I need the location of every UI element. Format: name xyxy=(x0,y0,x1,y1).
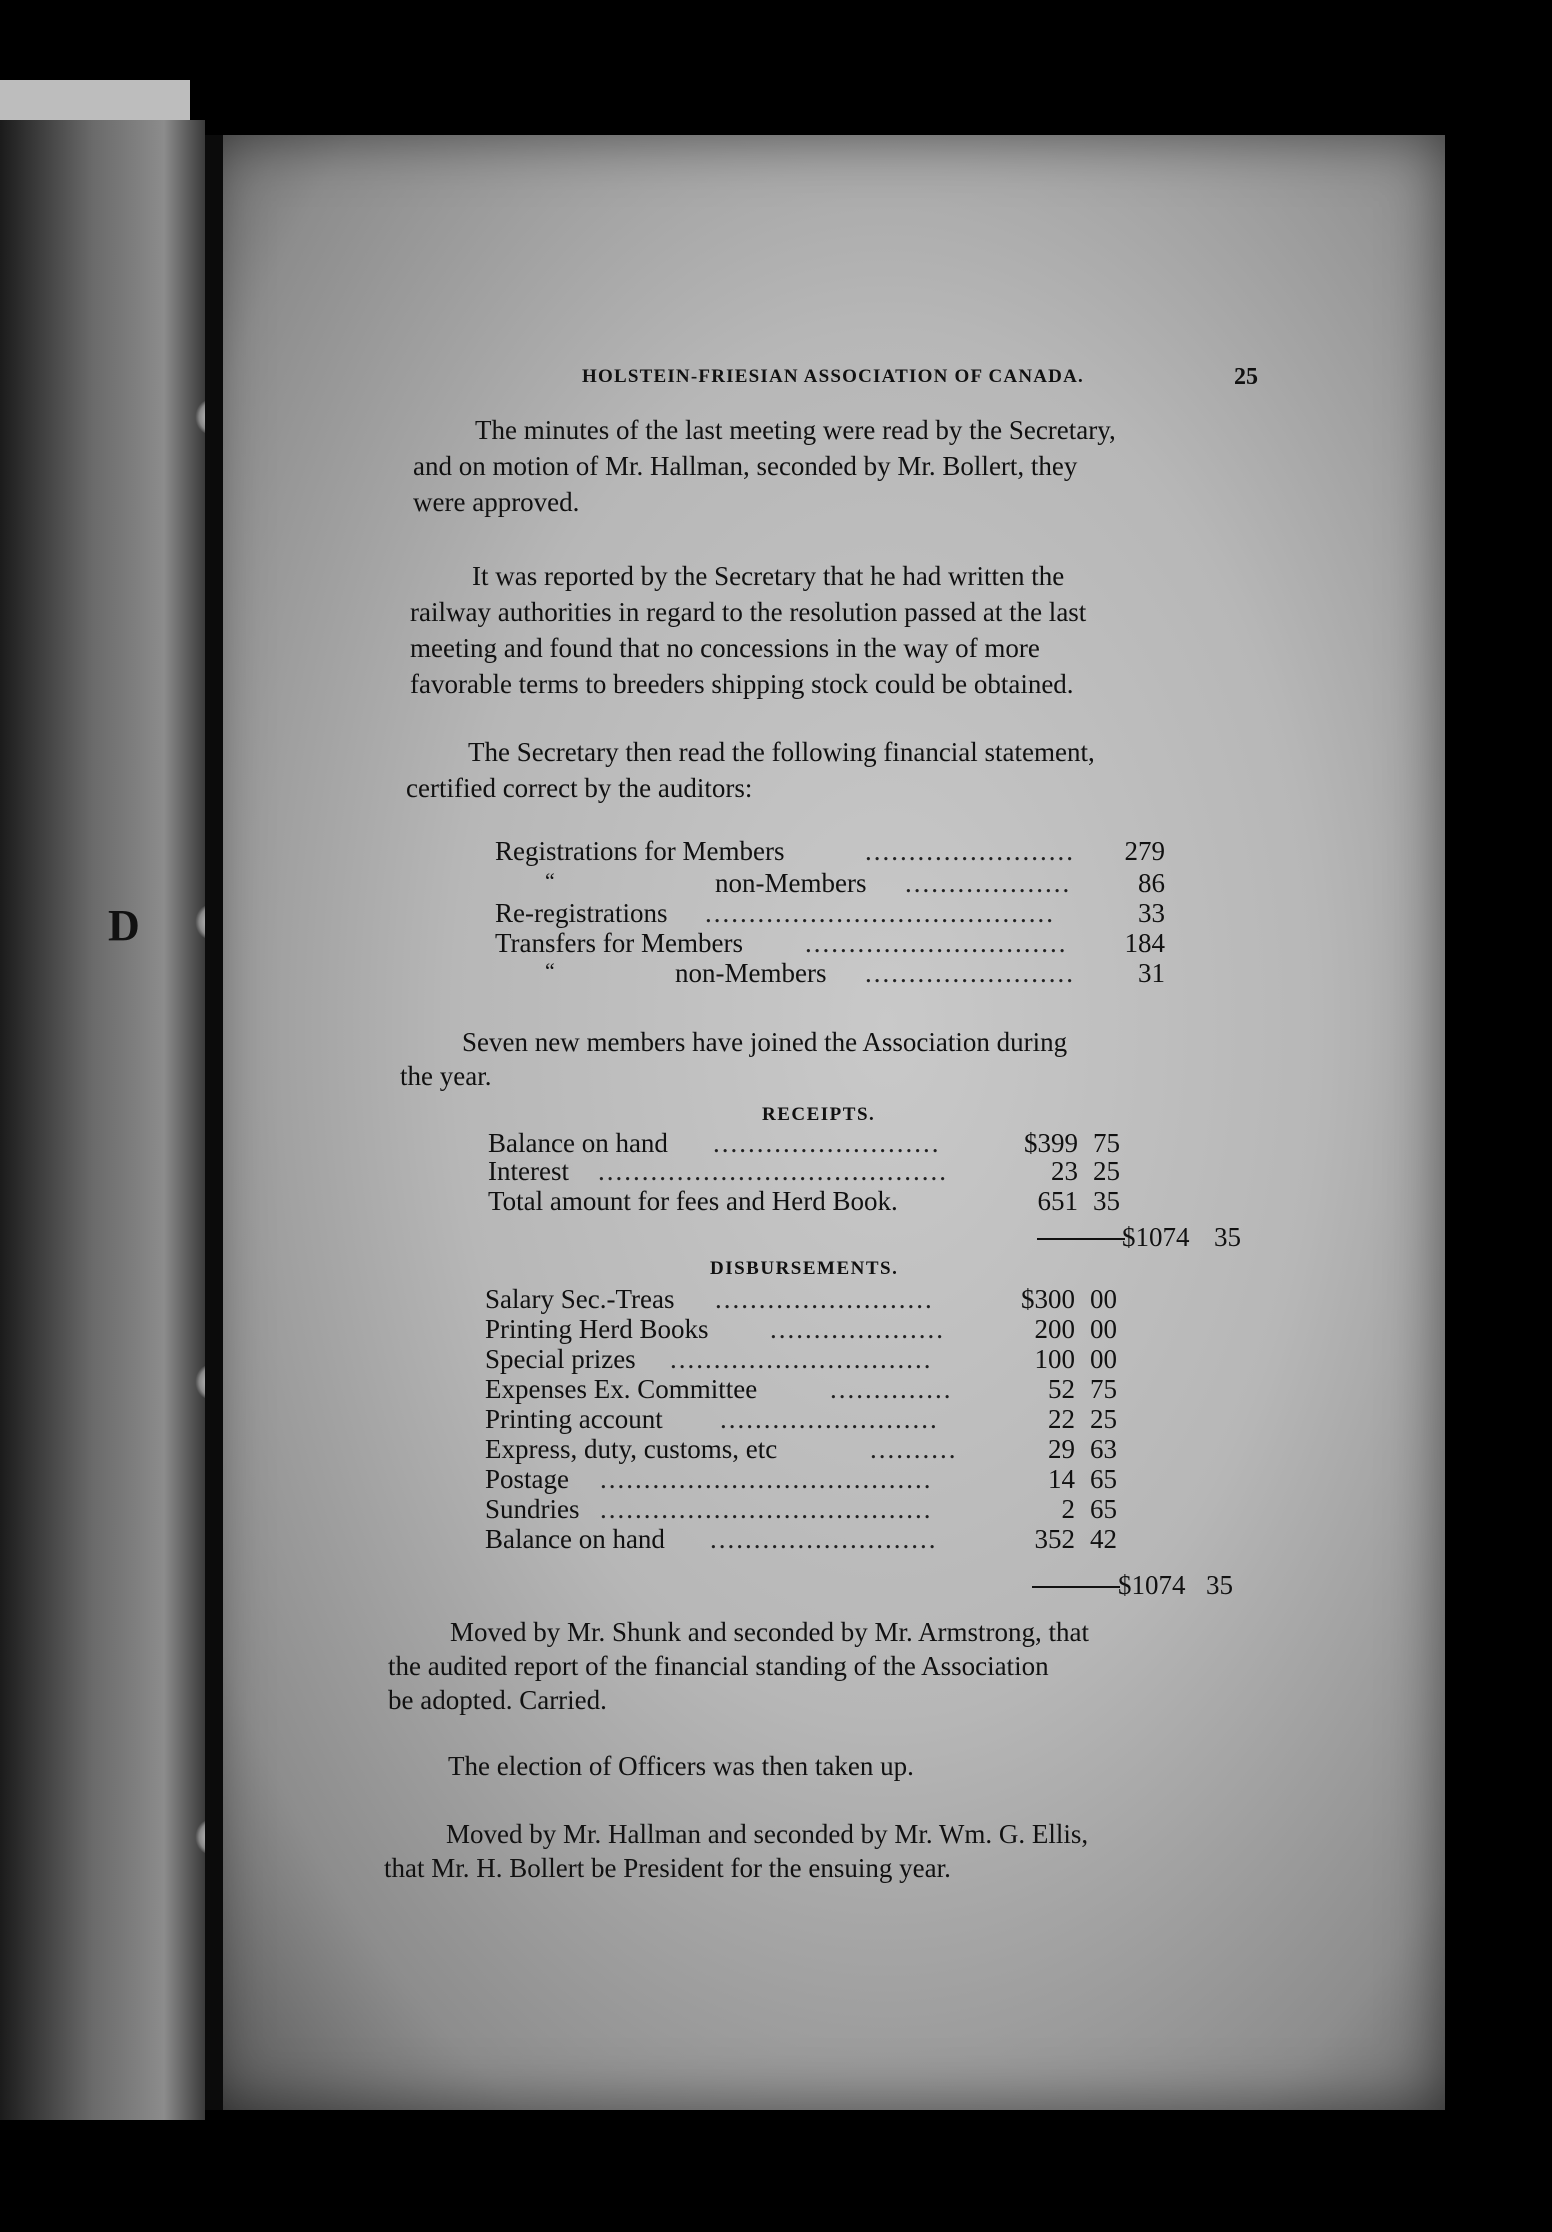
row-label: Printing account xyxy=(485,1404,663,1434)
row-label: Salary Sec.-Treas xyxy=(485,1284,675,1314)
amount-cents: 63 xyxy=(1090,1434,1117,1464)
amount-dollars: 2 xyxy=(1061,1494,1075,1524)
amount-cents: 25 xyxy=(1093,1156,1120,1186)
text-line: the year. xyxy=(400,1061,492,1091)
leader-dots: ......................... xyxy=(720,1404,939,1434)
disbursements-total-dollars: $1074 xyxy=(1118,1570,1186,1600)
text-line: meeting and found that no concessions in the way of more xyxy=(410,633,1040,663)
row-label: Re-registrations xyxy=(495,898,668,928)
table-row xyxy=(485,1524,1125,1554)
amount-cents: 35 xyxy=(1093,1186,1120,1216)
leader-dots: ........................ xyxy=(865,836,1075,866)
text-line: were approved. xyxy=(413,487,580,517)
text-line: that Mr. H. Bollert be President for the ensuing year. xyxy=(384,1853,951,1883)
text-line: The election of Officers was then taken up. xyxy=(448,1751,914,1781)
amount-dollars: 352 xyxy=(1034,1524,1075,1554)
amount-cents: 00 xyxy=(1090,1284,1117,1314)
text-line: Moved by Mr. Shunk and seconded by Mr. Armstrong, that xyxy=(450,1617,1089,1647)
amount-dollars: 200 xyxy=(1034,1314,1075,1344)
row-label: Postage xyxy=(485,1464,569,1494)
table-row xyxy=(485,1464,1125,1494)
table-row xyxy=(488,1156,1128,1186)
amount-dollars: 651 xyxy=(1037,1186,1078,1216)
left-page-flap xyxy=(0,80,190,125)
leader-dots: .......................... xyxy=(710,1524,938,1554)
receipts-total-dollars: $1074 xyxy=(1122,1222,1190,1252)
leader-dots: ...................................... xyxy=(600,1464,933,1494)
receipts-total-cents: 35 xyxy=(1214,1222,1241,1252)
ditto-mark: “ xyxy=(545,958,555,983)
amount-dollars: $300 xyxy=(1021,1284,1075,1314)
leader-dots: .................... xyxy=(770,1314,945,1344)
table-row xyxy=(485,1314,1125,1344)
row-value: 33 xyxy=(1138,898,1165,928)
row-label: Transfers for Members xyxy=(495,928,743,958)
table-row xyxy=(485,1284,1125,1314)
leader-dots: .............. xyxy=(830,1374,953,1404)
row-label: Total amount for fees and Herd Book. xyxy=(488,1186,898,1216)
table-row xyxy=(495,836,1165,866)
row-label: Express, duty, customs, etc xyxy=(485,1434,778,1464)
text-line: favorable terms to breeders shipping stock could be obtained. xyxy=(410,669,1074,699)
table-row xyxy=(485,1374,1125,1404)
table-row xyxy=(488,1128,1128,1158)
amount-cents: 65 xyxy=(1090,1494,1117,1524)
row-label: Expenses Ex. Committee xyxy=(485,1374,758,1404)
table-row xyxy=(485,1404,1125,1434)
amount-cents: 00 xyxy=(1090,1344,1117,1374)
amount-dollars: 23 xyxy=(1051,1156,1078,1186)
table-row xyxy=(495,898,1165,928)
sum-rule xyxy=(1037,1238,1125,1240)
amount-cents: 25 xyxy=(1090,1404,1117,1434)
row-value: 86 xyxy=(1138,868,1165,898)
disbursements-total-cents: 35 xyxy=(1206,1570,1233,1600)
text-line: railway authorities in regard to the resolution passed at the last xyxy=(410,597,1087,627)
text-line: Seven new members have joined the Association during xyxy=(462,1027,1068,1057)
table-row xyxy=(495,958,1165,988)
leader-dots: ........................................ xyxy=(598,1156,948,1186)
row-label: non-Members xyxy=(715,868,867,898)
left-facing-page xyxy=(0,120,205,2120)
page-number: 25 xyxy=(1234,364,1258,390)
leader-dots: .......... xyxy=(870,1434,958,1464)
text-line: The Secretary then read the following financial statement, xyxy=(468,737,1095,767)
leader-dots: ...................................... xyxy=(600,1494,933,1524)
text-line: be adopted. Carried. xyxy=(388,1685,607,1715)
table-row xyxy=(485,1494,1125,1524)
table-row xyxy=(485,1344,1125,1374)
amount-dollars: 52 xyxy=(1048,1374,1075,1404)
amount-cents: 75 xyxy=(1090,1374,1117,1404)
row-label: Balance on hand xyxy=(485,1524,665,1554)
leader-dots: ................... xyxy=(905,868,1072,898)
ditto-mark: “ xyxy=(545,868,555,893)
text-line: certified correct by the auditors: xyxy=(406,773,753,803)
row-value: 279 xyxy=(1124,836,1165,866)
leader-dots: .............................. xyxy=(670,1344,933,1374)
text-line: the audited report of the financial standing of the Association xyxy=(388,1651,1049,1681)
text-line: The minutes of the last meeting were read by the Secretary, xyxy=(475,415,1116,445)
table-row xyxy=(495,868,1165,898)
leader-dots: ......................... xyxy=(715,1284,934,1314)
text-line: Moved by Mr. Hallman and seconded by Mr. Wm. G. Ellis, xyxy=(446,1819,1089,1849)
row-label: Sundries xyxy=(485,1494,580,1524)
amount-dollars: 14 xyxy=(1048,1464,1075,1494)
amount-dollars: 29 xyxy=(1048,1434,1075,1464)
amount-dollars: 22 xyxy=(1048,1404,1075,1434)
row-label: Special prizes xyxy=(485,1344,636,1374)
amount-cents: 65 xyxy=(1090,1464,1117,1494)
row-label: non-Members xyxy=(675,958,827,988)
amount-cents: 00 xyxy=(1090,1314,1117,1344)
sum-rule xyxy=(1032,1586,1120,1588)
disbursements-heading: DISBURSEMENTS. xyxy=(710,1258,899,1279)
leader-dots: ........................................ xyxy=(705,898,1055,928)
page-gutter xyxy=(205,135,223,2110)
amount-cents: 75 xyxy=(1093,1128,1120,1158)
row-value: 184 xyxy=(1124,928,1165,958)
amount-dollars: $399 xyxy=(1024,1128,1078,1158)
table-row xyxy=(495,928,1165,958)
table-row xyxy=(485,1434,1125,1464)
row-label: Printing Herd Books xyxy=(485,1314,709,1344)
row-value: 31 xyxy=(1138,958,1165,988)
leader-dots: .............................. xyxy=(805,928,1068,958)
text-line: It was reported by the Secretary that he had written the xyxy=(472,561,1065,591)
receipts-heading: RECEIPTS. xyxy=(762,1104,876,1125)
running-title: HOLSTEIN-FRIESIAN ASSOCIATION OF CANADA. xyxy=(582,366,1084,387)
row-label: Interest xyxy=(488,1156,569,1186)
leader-dots: ........................ xyxy=(865,958,1075,988)
amount-cents: 42 xyxy=(1090,1524,1117,1554)
row-label: Registrations for Members xyxy=(495,836,785,866)
table-row xyxy=(488,1186,1128,1216)
margin-letter-mark: D xyxy=(108,901,140,950)
amount-dollars: 100 xyxy=(1034,1344,1075,1374)
text-line: and on motion of Mr. Hallman, seconded by Mr. Bollert, they xyxy=(413,451,1078,481)
leader-dots: .......................... xyxy=(713,1128,941,1158)
row-label: Balance on hand xyxy=(488,1128,668,1158)
